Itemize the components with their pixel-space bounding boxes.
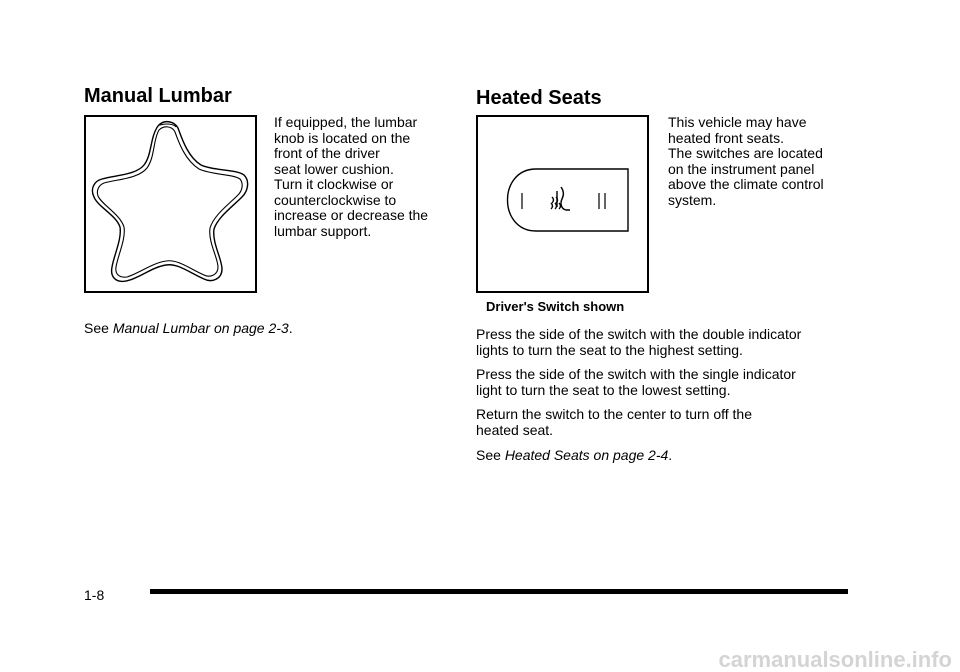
text-line: Press the side of the switch with the double indicator [476,326,802,342]
see-prefix: See [84,320,109,336]
text-line: Turn it clockwise or [274,176,394,192]
lumbar-knob-figure [84,115,257,293]
text-line: front of the driver [274,145,380,161]
lumbar-description [274,115,454,239]
text-line: lumbar support. [274,222,372,239]
text-line: system. [668,191,717,208]
see-suffix: . [288,320,293,336]
text-line: lights to turn the seat to the highest setting. [476,341,743,358]
text-line: Press the side of the switch with the single indicator [476,366,796,382]
see-prefix: See [476,447,501,463]
heated-seat-switch-figure [476,115,649,293]
heated-seats-description [668,115,848,208]
instruction-paragraph [476,327,856,358]
watermark-text: carmanualsonline.info [718,647,952,672]
text-line: counterclockwise to [274,191,397,208]
text-line: heated front seats. [668,129,784,146]
text-line: seat lower cushion. [274,160,394,177]
lumbar-see-reference [84,320,293,336]
see-suffix: . [668,447,673,463]
instruction-paragraph [476,407,856,438]
figure-caption: Driver's Switch shown [486,299,625,314]
heated-seat-switch-illustration [478,117,647,291]
see-reference-link[interactable]: Heated Seats on page 2-4 [504,447,669,463]
text-line: knob is located on the [274,129,411,146]
footer-rule [150,589,848,594]
lumbar-knob-icon [86,117,255,291]
text-line: This vehicle may have [668,114,807,130]
text-line: Return the switch to the center to turn off the [476,406,753,422]
text-line: If equipped, the lumbar [274,114,418,130]
page-number: 1-8 [84,587,105,603]
text-line: increase or decrease the [274,207,429,223]
text-line: light to turn the seat to the lowest setting. [476,381,731,398]
text-line: heated seat. [476,421,554,438]
heated-seats-instructions [476,327,856,463]
instruction-paragraph [476,367,856,398]
see-reference-link[interactable]: Manual Lumbar on page 2-3 [112,320,289,336]
heated-seats-heading: Heated Seats [476,87,602,109]
manual-lumbar-heading: Manual Lumbar [84,85,232,107]
text-line: on the instrument panel [668,160,815,177]
heated-seats-see-reference [476,447,856,463]
text-line: The switches are located [668,145,823,161]
heated-seat-icon [551,187,570,210]
text-line: above the climate control [668,176,824,192]
